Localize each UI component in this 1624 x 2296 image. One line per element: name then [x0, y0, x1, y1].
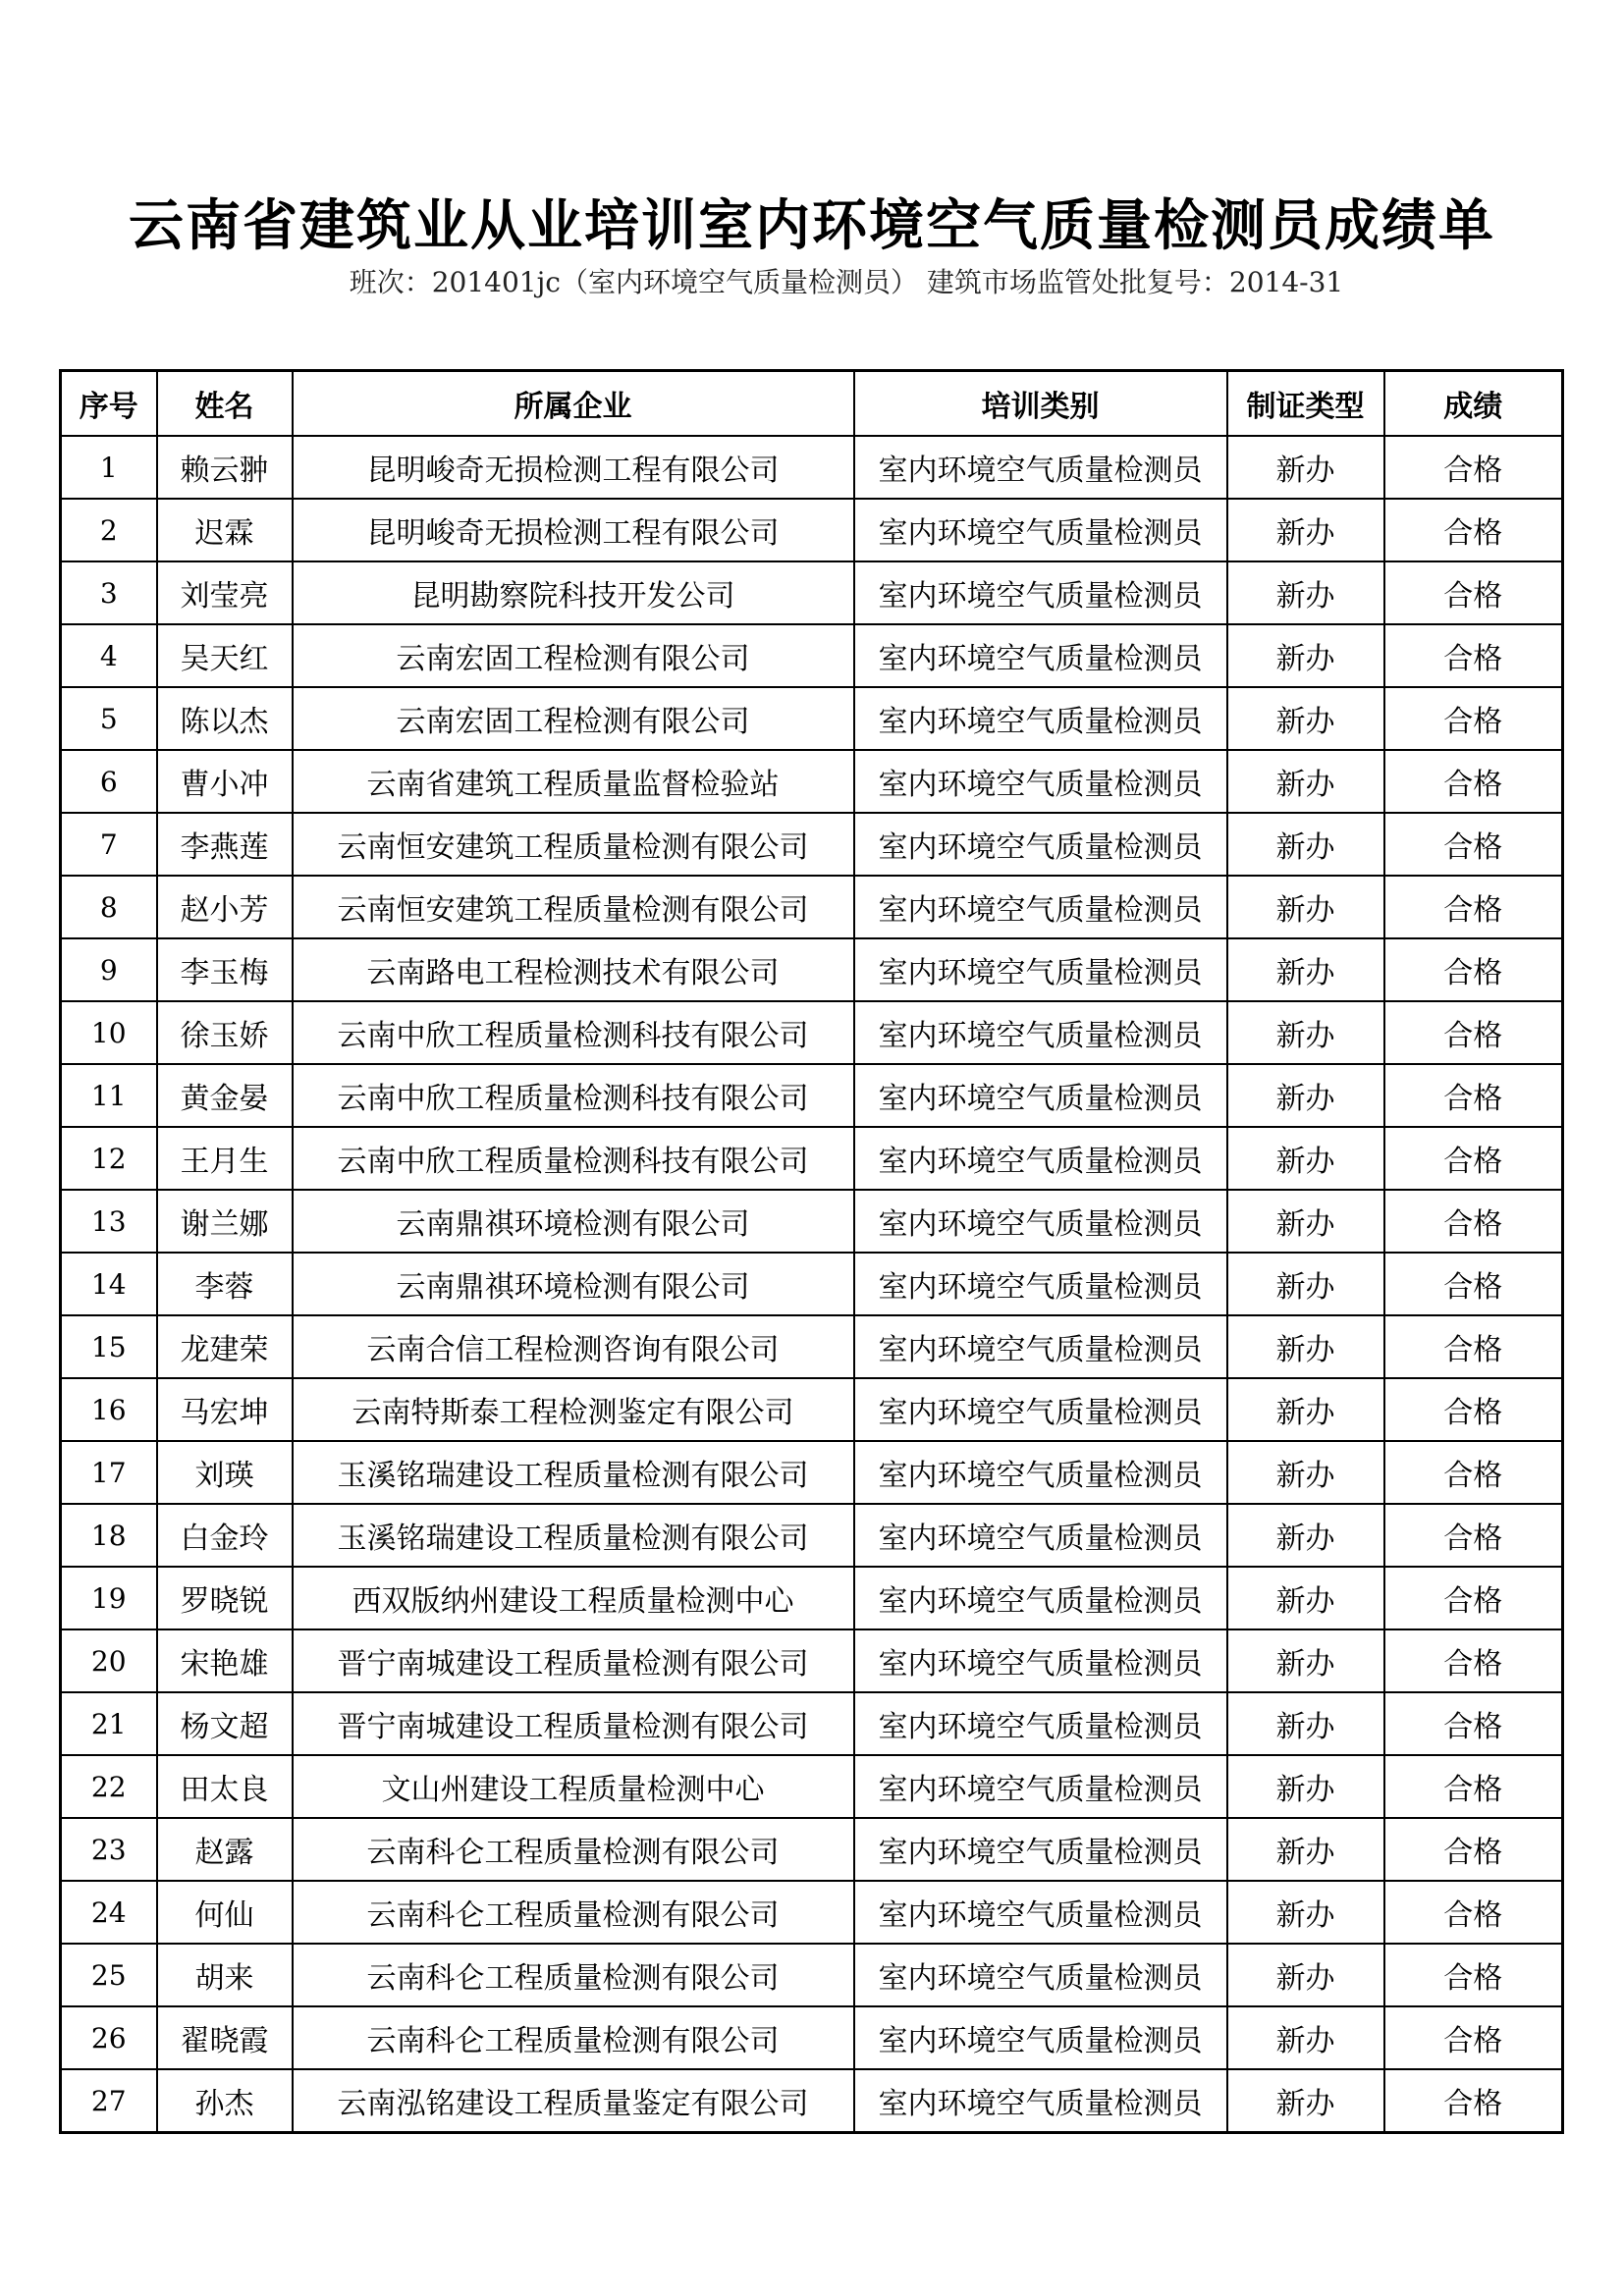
cell-company: 云南路电工程检测技术有限公司: [293, 938, 854, 1001]
cell-training-category: 室内环境空气质量检测员: [854, 1127, 1227, 1190]
table-row: [61, 1064, 1563, 1127]
cell-training-category: 室内环境空气质量检测员: [854, 1818, 1227, 1881]
cell-training-category: 室内环境空气质量检测员: [854, 2069, 1227, 2133]
cell-result: 合格: [1384, 624, 1563, 687]
cell-result: 合格: [1384, 1127, 1563, 1190]
cell-certificate-type: 新办: [1227, 1378, 1384, 1441]
cell-name: 李蓉: [157, 1253, 293, 1315]
cell-name: 赖云翀: [157, 436, 293, 499]
cell-result: 合格: [1384, 1881, 1563, 1944]
cell-result: 合格: [1384, 1064, 1563, 1127]
cell-certificate-type: 新办: [1227, 1001, 1384, 1064]
cell-result: 合格: [1384, 1441, 1563, 1504]
cell-serial-number: 6: [61, 750, 157, 813]
score-table: [59, 369, 1564, 2134]
cell-training-category: 室内环境空气质量检测员: [854, 687, 1227, 750]
cell-serial-number: 2: [61, 499, 157, 561]
cell-certificate-type: 新办: [1227, 1755, 1384, 1818]
cell-name: 徐玉娇: [157, 1001, 293, 1064]
table-row: [61, 1253, 1563, 1315]
cell-name: 胡来: [157, 1944, 293, 2006]
cell-result: 合格: [1384, 2069, 1563, 2133]
cell-certificate-type: 新办: [1227, 1441, 1384, 1504]
cell-certificate-type: 新办: [1227, 436, 1384, 499]
table-row: [61, 1441, 1563, 1504]
cell-result: 合格: [1384, 750, 1563, 813]
header-serial-number: 序号: [61, 371, 157, 437]
cell-serial-number: 17: [61, 1441, 157, 1504]
cell-name: 龙建荣: [157, 1315, 293, 1378]
cell-result: 合格: [1384, 938, 1563, 1001]
cell-certificate-type: 新办: [1227, 499, 1384, 561]
cell-result: 合格: [1384, 499, 1563, 561]
cell-training-category: 室内环境空气质量检测员: [854, 1190, 1227, 1253]
cell-name: 李燕莲: [157, 813, 293, 876]
header-company: 所属企业: [293, 371, 854, 437]
cell-certificate-type: 新办: [1227, 2069, 1384, 2133]
table-row: [61, 1944, 1563, 2006]
table-row: [61, 1001, 1563, 1064]
table-body: [61, 436, 1563, 2133]
cell-result: 合格: [1384, 1190, 1563, 1253]
cell-result: 合格: [1384, 1755, 1563, 1818]
cell-name: 迟霖: [157, 499, 293, 561]
cell-company: 文山州建设工程质量检测中心: [293, 1755, 854, 1818]
table-row: [61, 1755, 1563, 1818]
cell-training-category: 室内环境空气质量检测员: [854, 2006, 1227, 2069]
cell-name: 翟晓霞: [157, 2006, 293, 2069]
cell-result: 合格: [1384, 1692, 1563, 1755]
cell-training-category: 室内环境空气质量检测员: [854, 1064, 1227, 1127]
cell-certificate-type: 新办: [1227, 1253, 1384, 1315]
table-header-row: [61, 371, 1563, 437]
cell-result: 合格: [1384, 1253, 1563, 1315]
cell-name: 马宏坤: [157, 1378, 293, 1441]
cell-certificate-type: 新办: [1227, 938, 1384, 1001]
cell-result: 合格: [1384, 2006, 1563, 2069]
cell-certificate-type: 新办: [1227, 1944, 1384, 2006]
cell-company: 云南中欣工程质量检测科技有限公司: [293, 1001, 854, 1064]
cell-result: 合格: [1384, 1944, 1563, 2006]
cell-name: 何仙: [157, 1881, 293, 1944]
cell-serial-number: 18: [61, 1504, 157, 1567]
cell-serial-number: 5: [61, 687, 157, 750]
table-row: [61, 499, 1563, 561]
cell-serial-number: 26: [61, 2006, 157, 2069]
cell-name: 白金玲: [157, 1504, 293, 1567]
cell-certificate-type: 新办: [1227, 750, 1384, 813]
cell-company: 云南特斯泰工程检测鉴定有限公司: [293, 1378, 854, 1441]
cell-serial-number: 11: [61, 1064, 157, 1127]
cell-result: 合格: [1384, 1378, 1563, 1441]
cell-name: 杨文超: [157, 1692, 293, 1755]
cell-company: 云南科仑工程质量检测有限公司: [293, 2006, 854, 2069]
table-row: [61, 1378, 1563, 1441]
cell-training-category: 室内环境空气质量检测员: [854, 1441, 1227, 1504]
cell-result: 合格: [1384, 813, 1563, 876]
cell-certificate-type: 新办: [1227, 1881, 1384, 1944]
cell-name: 王月生: [157, 1127, 293, 1190]
cell-company: 云南宏固工程检测有限公司: [293, 624, 854, 687]
cell-serial-number: 24: [61, 1881, 157, 1944]
cell-training-category: 室内环境空气质量检测员: [854, 1504, 1227, 1567]
table-row: [61, 750, 1563, 813]
cell-serial-number: 10: [61, 1001, 157, 1064]
table-row: [61, 1567, 1563, 1629]
table-row: [61, 1629, 1563, 1692]
cell-training-category: 室内环境空气质量检测员: [854, 1567, 1227, 1629]
cell-name: 刘莹亮: [157, 561, 293, 624]
cell-training-category: 室内环境空气质量检测员: [854, 1253, 1227, 1315]
table-row: [61, 624, 1563, 687]
table-row: [61, 2069, 1563, 2133]
cell-serial-number: 13: [61, 1190, 157, 1253]
cell-serial-number: 1: [61, 436, 157, 499]
cell-name: 赵露: [157, 1818, 293, 1881]
cell-serial-number: 8: [61, 876, 157, 938]
cell-serial-number: 14: [61, 1253, 157, 1315]
cell-result: 合格: [1384, 687, 1563, 750]
cell-company: 玉溪铭瑞建设工程质量检测有限公司: [293, 1441, 854, 1504]
cell-company: 云南鼎祺环境检测有限公司: [293, 1253, 854, 1315]
cell-name: 李玉梅: [157, 938, 293, 1001]
cell-certificate-type: 新办: [1227, 2006, 1384, 2069]
cell-certificate-type: 新办: [1227, 1692, 1384, 1755]
cell-serial-number: 16: [61, 1378, 157, 1441]
table-row: [61, 1190, 1563, 1253]
cell-training-category: 室内环境空气质量检测员: [854, 624, 1227, 687]
table-row: [61, 1504, 1563, 1567]
cell-serial-number: 20: [61, 1629, 157, 1692]
cell-serial-number: 9: [61, 938, 157, 1001]
cell-result: 合格: [1384, 876, 1563, 938]
cell-name: 黄金晏: [157, 1064, 293, 1127]
cell-training-category: 室内环境空气质量检测员: [854, 1629, 1227, 1692]
cell-serial-number: 3: [61, 561, 157, 624]
cell-company: 云南鼎祺环境检测有限公司: [293, 1190, 854, 1253]
cell-name: 刘瑛: [157, 1441, 293, 1504]
cell-company: 云南合信工程检测咨询有限公司: [293, 1315, 854, 1378]
cell-serial-number: 4: [61, 624, 157, 687]
cell-training-category: 室内环境空气质量检测员: [854, 876, 1227, 938]
cell-company: 昆明勘察院科技开发公司: [293, 561, 854, 624]
cell-serial-number: 7: [61, 813, 157, 876]
cell-training-category: 室内环境空气质量检测员: [854, 1001, 1227, 1064]
cell-training-category: 室内环境空气质量检测员: [854, 436, 1227, 499]
header-name: 姓名: [157, 371, 293, 437]
cell-serial-number: 22: [61, 1755, 157, 1818]
document-subtitle: 班次：201401jc（室内环境空气质量检测员） 建筑市场监管处批复号：2014-31: [349, 266, 1344, 298]
cell-serial-number: 19: [61, 1567, 157, 1629]
cell-certificate-type: 新办: [1227, 1127, 1384, 1190]
cell-company: 玉溪铭瑞建设工程质量检测有限公司: [293, 1504, 854, 1567]
table-row: [61, 1127, 1563, 1190]
cell-result: 合格: [1384, 1504, 1563, 1567]
cell-name: 陈以杰: [157, 687, 293, 750]
cell-company: 云南科仑工程质量检测有限公司: [293, 1818, 854, 1881]
cell-company: 晋宁南城建设工程质量检测有限公司: [293, 1629, 854, 1692]
cell-serial-number: 23: [61, 1818, 157, 1881]
cell-training-category: 室内环境空气质量检测员: [854, 1315, 1227, 1378]
cell-certificate-type: 新办: [1227, 876, 1384, 938]
cell-result: 合格: [1384, 436, 1563, 499]
cell-certificate-type: 新办: [1227, 687, 1384, 750]
cell-company: 西双版纳州建设工程质量检测中心: [293, 1567, 854, 1629]
cell-name: 曹小冲: [157, 750, 293, 813]
cell-company: 云南中欣工程质量检测科技有限公司: [293, 1127, 854, 1190]
cell-company: 云南省建筑工程质量监督检验站: [293, 750, 854, 813]
cell-result: 合格: [1384, 1315, 1563, 1378]
table-row: [61, 1692, 1563, 1755]
cell-result: 合格: [1384, 1818, 1563, 1881]
cell-certificate-type: 新办: [1227, 1190, 1384, 1253]
cell-company: 云南宏固工程检测有限公司: [293, 687, 854, 750]
cell-serial-number: 12: [61, 1127, 157, 1190]
cell-name: 赵小芳: [157, 876, 293, 938]
cell-certificate-type: 新办: [1227, 1315, 1384, 1378]
cell-company: 云南科仑工程质量检测有限公司: [293, 1881, 854, 1944]
cell-training-category: 室内环境空气质量检测员: [854, 1755, 1227, 1818]
cell-training-category: 室内环境空气质量检测员: [854, 938, 1227, 1001]
cell-name: 田太良: [157, 1755, 293, 1818]
cell-result: 合格: [1384, 1629, 1563, 1692]
cell-certificate-type: 新办: [1227, 1064, 1384, 1127]
cell-company: 云南恒安建筑工程质量检测有限公司: [293, 813, 854, 876]
cell-name: 谢兰娜: [157, 1190, 293, 1253]
cell-certificate-type: 新办: [1227, 624, 1384, 687]
cell-training-category: 室内环境空气质量检测员: [854, 1944, 1227, 2006]
cell-name: 吴天红: [157, 624, 293, 687]
cell-training-category: 室内环境空气质量检测员: [854, 813, 1227, 876]
header-result: 成绩: [1384, 371, 1563, 437]
cell-result: 合格: [1384, 1001, 1563, 1064]
cell-training-category: 室内环境空气质量检测员: [854, 1881, 1227, 1944]
table-row: [61, 1818, 1563, 1881]
cell-result: 合格: [1384, 561, 1563, 624]
cell-company: 云南恒安建筑工程质量检测有限公司: [293, 876, 854, 938]
table-row: [61, 1315, 1563, 1378]
cell-training-category: 室内环境空气质量检测员: [854, 1378, 1227, 1441]
table-row: [61, 813, 1563, 876]
header-certificate-type: 制证类型: [1227, 371, 1384, 437]
cell-name: 孙杰: [157, 2069, 293, 2133]
table-row: [61, 436, 1563, 499]
cell-serial-number: 15: [61, 1315, 157, 1378]
cell-company: 云南泓铭建设工程质量鉴定有限公司: [293, 2069, 854, 2133]
document-title: 云南省建筑业从业培训室内环境空气质量检测员成绩单: [129, 194, 1495, 258]
table-row: [61, 2006, 1563, 2069]
table-row: [61, 876, 1563, 938]
cell-training-category: 室内环境空气质量检测员: [854, 561, 1227, 624]
cell-training-category: 室内环境空气质量检测员: [854, 499, 1227, 561]
cell-certificate-type: 新办: [1227, 1818, 1384, 1881]
table-row: [61, 1881, 1563, 1944]
cell-company: 昆明峻奇无损检测工程有限公司: [293, 436, 854, 499]
cell-company: 晋宁南城建设工程质量检测有限公司: [293, 1692, 854, 1755]
cell-training-category: 室内环境空气质量检测员: [854, 750, 1227, 813]
cell-certificate-type: 新办: [1227, 1567, 1384, 1629]
header-training-category: 培训类别: [854, 371, 1227, 437]
cell-serial-number: 27: [61, 2069, 157, 2133]
table-row: [61, 938, 1563, 1001]
cell-certificate-type: 新办: [1227, 1504, 1384, 1567]
table-row: [61, 687, 1563, 750]
cell-name: 罗晓锐: [157, 1567, 293, 1629]
cell-name: 宋艳雄: [157, 1629, 293, 1692]
cell-company: 云南中欣工程质量检测科技有限公司: [293, 1064, 854, 1127]
cell-serial-number: 21: [61, 1692, 157, 1755]
cell-certificate-type: 新办: [1227, 1629, 1384, 1692]
cell-company: 云南科仑工程质量检测有限公司: [293, 1944, 854, 2006]
table-row: [61, 561, 1563, 624]
cell-certificate-type: 新办: [1227, 561, 1384, 624]
cell-serial-number: 25: [61, 1944, 157, 2006]
cell-result: 合格: [1384, 1567, 1563, 1629]
cell-training-category: 室内环境空气质量检测员: [854, 1692, 1227, 1755]
cell-company: 昆明峻奇无损检测工程有限公司: [293, 499, 854, 561]
cell-certificate-type: 新办: [1227, 813, 1384, 876]
